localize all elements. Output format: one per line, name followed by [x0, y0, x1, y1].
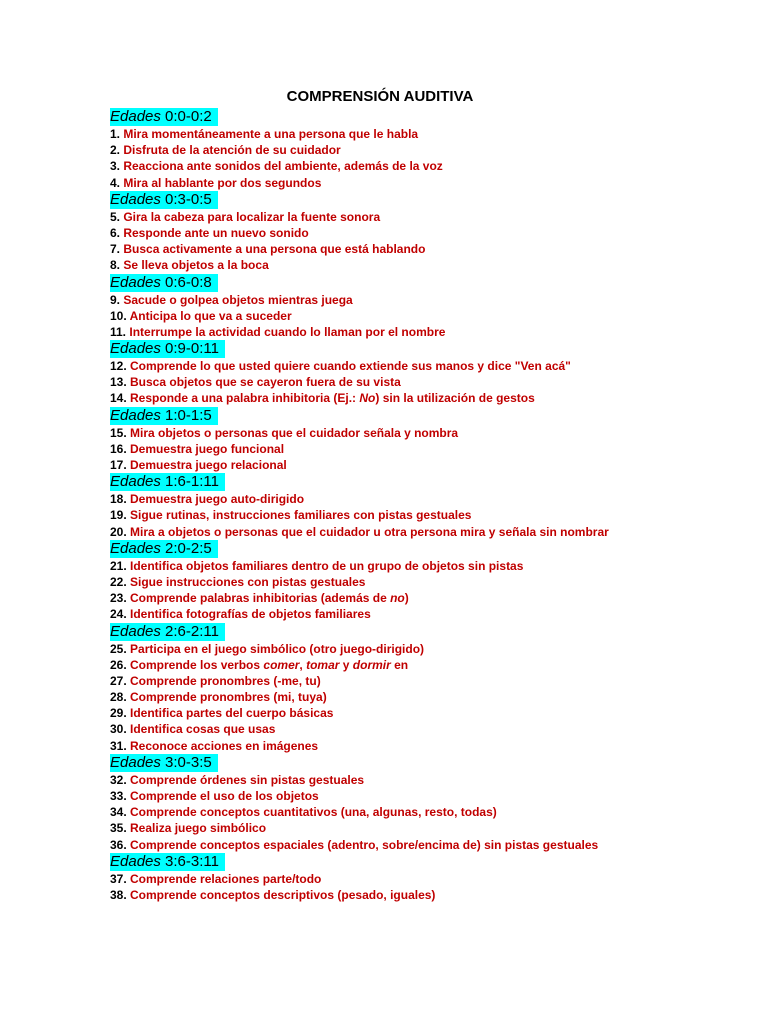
age-section	[110, 754, 710, 853]
list-item	[110, 491, 710, 507]
age-range-heading	[110, 340, 225, 358]
item-number: 8.	[110, 258, 124, 273]
item-number: 9.	[110, 292, 124, 307]
age-section	[110, 623, 710, 754]
item-text: Interrumpe la actividad cuando lo llaman por el nombre	[129, 324, 446, 339]
age-range: 0:6-0:8	[160, 273, 212, 291]
item-number: 33.	[110, 789, 131, 803]
item-number: 36.	[110, 837, 131, 852]
age-heading-row	[110, 108, 710, 126]
age-range: 0:0-0:2	[160, 108, 212, 125]
item-text: Sigue instrucciones con pistas gestuales	[130, 574, 366, 589]
item-number: 21.	[110, 558, 131, 573]
list-item	[110, 820, 710, 836]
item-text: Mira objetos o personas que el cuidador señala y nombra	[130, 425, 459, 440]
item-text: Busca objetos que se cayeron fuera de su vista	[130, 375, 401, 390]
item-text: Comprende los verbos comer, tomar y dormir en	[130, 657, 409, 672]
age-range-heading	[110, 754, 218, 772]
list-item	[110, 641, 710, 657]
age-range-heading	[110, 540, 218, 558]
age-heading-row	[110, 191, 710, 209]
item-number: 26.	[110, 657, 131, 672]
item-number: 2.	[110, 143, 124, 158]
age-heading-row	[110, 473, 710, 491]
item-text: Identifica objetos familiares dentro de un grupo de objetos sin pistas	[130, 558, 524, 573]
item-number: 7.	[110, 242, 124, 257]
item-text: Comprende relaciones parte/todo	[130, 871, 322, 886]
item-number: 10.	[110, 308, 130, 323]
item-number: 1.	[110, 127, 124, 141]
item-text: Realiza juego simbólico	[130, 821, 267, 836]
item-number: 6.	[110, 225, 124, 240]
item-number: 4.	[110, 175, 124, 190]
page-title: COMPRENSIÓN AUDITIVA	[286, 88, 474, 105]
item-text: Mira a objetos o personas que el cuidador u otra persona mira y señala sin nombrar	[130, 524, 609, 539]
item-text: Comprende el uso de los objetos	[130, 789, 319, 803]
item-text: Responde ante un nuevo sonido	[123, 225, 309, 240]
item-number: 12.	[110, 359, 131, 374]
item-text: Mira momentáneamente a una persona que le habla	[123, 127, 419, 141]
list-item	[110, 175, 710, 191]
item-text: Se lleva objetos a la boca	[123, 258, 269, 273]
age-range: 2:6-2:11	[160, 622, 219, 640]
list-item	[110, 524, 710, 540]
list-item	[110, 457, 710, 473]
list-item	[110, 158, 710, 174]
item-number: 29.	[110, 706, 131, 721]
list-item	[110, 209, 710, 225]
age-section	[110, 407, 710, 474]
age-range: 3:0-3:5	[160, 753, 212, 771]
item-number: 15.	[110, 425, 131, 440]
item-text: Busca activamente a una persona que está hablando	[123, 242, 426, 257]
list-item	[110, 772, 710, 788]
list-item	[110, 390, 710, 406]
age-range: 2:0-2:5	[160, 539, 212, 557]
item-number: 5.	[110, 209, 124, 224]
age-heading-row	[110, 274, 710, 292]
sections-container	[110, 108, 710, 903]
age-label: Edades	[110, 539, 161, 557]
item-number: 25.	[110, 641, 131, 656]
item-number: 22.	[110, 574, 131, 589]
age-section	[110, 191, 710, 274]
item-text: Gira la cabeza para localizar la fuente sonora	[123, 209, 381, 224]
age-label: Edades	[110, 273, 161, 291]
list-item	[110, 374, 710, 390]
item-number: 16.	[110, 441, 131, 456]
list-item	[110, 241, 710, 257]
item-number: 14.	[110, 391, 131, 406]
item-text: Responde a una palabra inhibitoria (Ej.: No) sin la utilización de gestos	[130, 391, 535, 406]
list-item	[110, 788, 710, 804]
list-item	[110, 574, 710, 590]
list-item	[110, 738, 710, 754]
item-text: Comprende conceptos cuantitativos (una, algunas, resto, todas)	[130, 805, 497, 820]
list-item	[110, 308, 710, 324]
age-range-heading	[110, 108, 218, 126]
item-text: Comprende pronombres (mi, tuya)	[130, 690, 327, 705]
age-label: Edades	[110, 190, 161, 208]
list-item	[110, 225, 710, 241]
list-item	[110, 804, 710, 820]
list-item	[110, 606, 710, 622]
item-text: Identifica fotografías de objetos familiares	[130, 607, 371, 622]
item-text: Anticipa lo que va a suceder	[129, 308, 292, 323]
item-number: 35.	[110, 821, 131, 836]
list-item	[110, 871, 710, 887]
item-text: Reacciona ante sonidos del ambiente, además de la voz	[123, 159, 443, 174]
item-text: Sigue rutinas, instrucciones familiares con pistas gestuales	[130, 508, 472, 523]
age-range: 0:3-0:5	[160, 190, 212, 208]
age-range-heading	[110, 191, 218, 209]
list-item	[110, 887, 710, 903]
age-range: 3:6-3:11	[160, 852, 219, 870]
list-item	[110, 673, 710, 689]
age-heading-row	[110, 540, 710, 558]
age-range: 1:6-1:11	[160, 473, 219, 491]
item-number: 20.	[110, 524, 131, 539]
item-number: 3.	[110, 159, 124, 174]
age-section	[110, 540, 710, 623]
item-text: Identifica partes del cuerpo básicas	[130, 706, 334, 721]
age-section	[110, 108, 710, 191]
age-heading-row	[110, 623, 710, 641]
list-item	[110, 590, 710, 606]
item-number: 24.	[110, 607, 131, 622]
age-label: Edades	[110, 852, 161, 870]
item-text: Comprende pronombres (-me, tu)	[130, 673, 321, 688]
item-number: 18.	[110, 492, 131, 507]
age-label: Edades	[110, 406, 161, 424]
item-number: 11.	[110, 324, 130, 339]
age-label: Edades	[110, 108, 161, 125]
item-text: Mira al hablante por dos segundos	[123, 175, 322, 190]
age-section	[110, 473, 710, 540]
list-item	[110, 126, 710, 142]
age-heading-row	[110, 754, 710, 772]
item-number: 37.	[110, 871, 131, 886]
item-text: Demuestra juego funcional	[130, 441, 285, 456]
age-heading-row	[110, 340, 710, 358]
age-heading-row	[110, 853, 710, 871]
item-text: Demuestra juego auto-dirigido	[130, 492, 305, 507]
item-number: 31.	[110, 738, 131, 753]
age-range-heading	[110, 623, 225, 641]
item-text: Participa en el juego simbólico (otro juego-dirigido)	[130, 641, 425, 656]
age-range-heading	[110, 853, 225, 871]
item-text: Identifica cosas que usas	[130, 722, 276, 737]
list-item	[110, 507, 710, 523]
item-number: 28.	[110, 690, 131, 705]
list-item	[110, 721, 710, 737]
item-text: Comprende conceptos espaciales (adentro, sobre/encima de) sin pistas gestuales	[130, 837, 599, 852]
age-section	[110, 274, 710, 341]
item-number: 17.	[110, 458, 131, 472]
list-item	[110, 292, 710, 308]
list-item	[110, 425, 710, 441]
list-item	[110, 558, 710, 574]
list-item	[110, 689, 710, 705]
list-item	[110, 441, 710, 457]
item-text: Disfruta de la atención de su cuidador	[123, 143, 341, 158]
age-section	[110, 853, 710, 903]
item-number: 13.	[110, 375, 131, 390]
item-number: 38.	[110, 887, 131, 902]
item-number: 30.	[110, 722, 131, 737]
age-range: 1:0-1:5	[160, 406, 212, 424]
item-text: Comprende palabras inhibitorias (además de no)	[130, 591, 409, 606]
item-number: 27.	[110, 673, 131, 688]
age-label: Edades	[110, 340, 161, 358]
item-number: 32.	[110, 772, 131, 787]
item-text: Comprende órdenes sin pistas gestuales	[130, 772, 365, 787]
item-number: 19.	[110, 508, 131, 523]
list-item	[110, 142, 710, 158]
age-section	[110, 340, 710, 407]
item-text: Comprende lo que usted quiere cuando extiende sus manos y dice "Ven acá"	[130, 359, 571, 374]
list-item	[110, 705, 710, 721]
age-label: Edades	[110, 622, 161, 640]
list-item	[110, 837, 710, 853]
item-text: Reconoce acciones en imágenes	[130, 738, 319, 753]
age-range-heading	[110, 274, 218, 292]
age-range-heading	[110, 473, 225, 491]
age-heading-row	[110, 407, 710, 425]
age-range: 0:9-0:11	[160, 340, 219, 358]
item-text: Demuestra juego relacional	[130, 458, 287, 472]
age-label: Edades	[110, 473, 161, 491]
age-label: Edades	[110, 753, 161, 771]
document-page	[110, 86, 710, 903]
age-range-heading	[110, 407, 218, 425]
item-number: 23.	[110, 591, 131, 606]
item-text: Comprende conceptos descriptivos (pesado, iguales)	[130, 887, 436, 902]
list-item	[110, 257, 710, 273]
list-item	[110, 358, 710, 374]
list-item	[110, 657, 710, 673]
list-item	[110, 324, 710, 340]
item-number: 34.	[110, 805, 131, 820]
item-text: Sacude o golpea objetos mientras juega	[123, 292, 353, 307]
